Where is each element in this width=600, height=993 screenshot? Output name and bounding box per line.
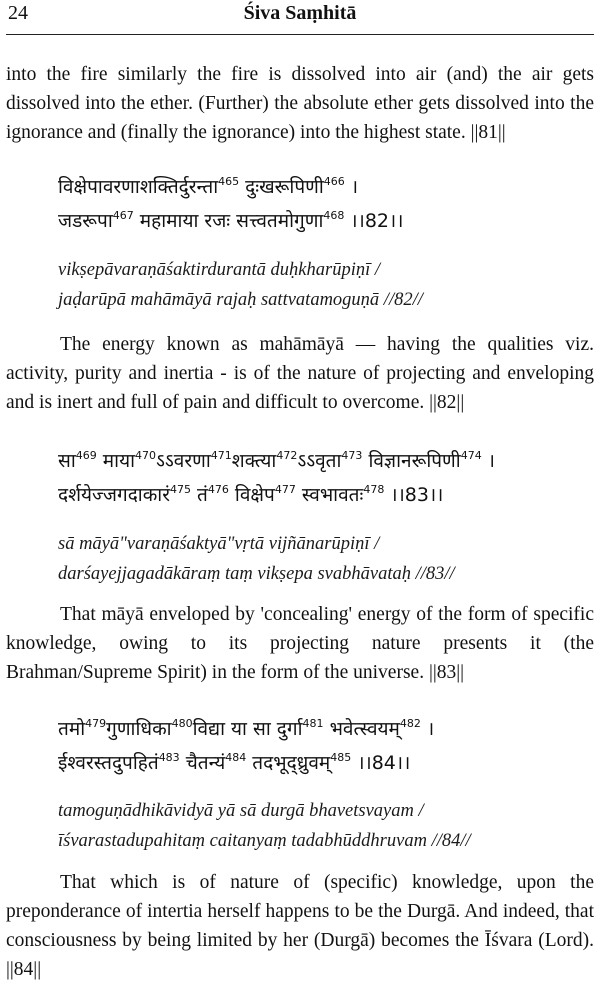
sanskrit-line: ईश्वरस्तदुपहितं$^{483}$ चैतन्यं$^{484}$ तदभूद्ध्रुवम्$^{485}$ ।।84।। <box>58 751 411 774</box>
page-header <box>6 0 594 35</box>
transliteration-line: īśvarastadupahitaṃ caitanyaṃ tadabhūddhruvam //84// <box>58 831 471 851</box>
transliteration-84 <box>58 796 588 856</box>
translation-83: That māyā enveloped by 'concealing' energy of the form of specific knowledge, owing to its projecting nature presents it (the Brahman/Supreme Spirit) in the form of the universe. ||83|| <box>6 604 594 683</box>
translation-82: The energy known as mahāmāyā — having the qualities viz. activity, purity and inertia - is of the nature of projecting and enveloping and is inert and full of pain and difficult to overcome. ||82|| <box>6 334 594 413</box>
sanskrit-line: जडरूपा$^{467}$ महामाया रजः सत्त्वतमोगुणा$^{468}$ ।।82।। <box>58 209 404 232</box>
transliteration-line: jaḍarūpā mahāmāyā rajaḥ sattvatamoguṇā //82// <box>58 290 423 310</box>
sanskrit-line: विक्षेपावरणाशक्तिर्दुरन्ता$^{465}$ दुःखरूपिणी$^{466}$ । <box>58 175 359 198</box>
sanskrit-line: तमो$^{479}$गुणाधिका$^{480}$विद्या या सा दुर्गा$^{481}$ भवेत्स्वयम्$^{482}$ । <box>58 717 435 740</box>
sanskrit-verse-82 <box>58 170 588 238</box>
transliteration-line: darśayejjagadākāraṃ taṃ vikṣepa svabhāvataḥ //83// <box>58 564 455 584</box>
transliteration-line: tamoguṇādhikāvidyā yā sā durgā bhavetsvayam / <box>58 801 424 821</box>
transliteration-83 <box>58 529 588 589</box>
sanskrit-verse-84 <box>58 712 588 780</box>
transliteration-line: vikṣepāvaraṇāśaktirdurantā duḥkharūpiṇī / <box>58 260 381 280</box>
transliteration-82 <box>58 255 588 315</box>
translation-81: into the fire similarly the fire is dissolved into air (and) the air gets dissolved into the ether. (Further) the absolute ether gets dissolved into the ignorance and (finally the ignorance) into the highest state. ||81|| <box>6 64 594 143</box>
sanskrit-line: सा$^{469}$ माया$^{470}$ऽऽवरणा$^{471}$शक्त्या$^{472}$ऽऽवृता$^{473}$ विज्ञानरूपिणी$^{474}$ । <box>58 449 495 472</box>
running-head: Śiva Saṃhitā <box>243 2 357 24</box>
transliteration-line: sā māyā"varaṇāśaktyā"vṛtā vijñānarūpiṇī / <box>58 534 380 554</box>
translation-84: That which is of nature of (specific) knowledge, upon the preponderance of intertia herself happens to be the Durgā. And indeed, that consciousness by being limited by her (Durgā) becomes the Īśvara (Lord). ||84|| <box>6 872 594 980</box>
sanskrit-verse-83 <box>58 444 588 512</box>
sanskrit-line: दर्शयेज्जगदाकारं$^{475}$ तं$^{476}$ विक्षेप$^{477}$ स्वभावतः$^{478}$ ।।83।। <box>58 483 444 506</box>
page-number: 24 <box>8 2 28 24</box>
